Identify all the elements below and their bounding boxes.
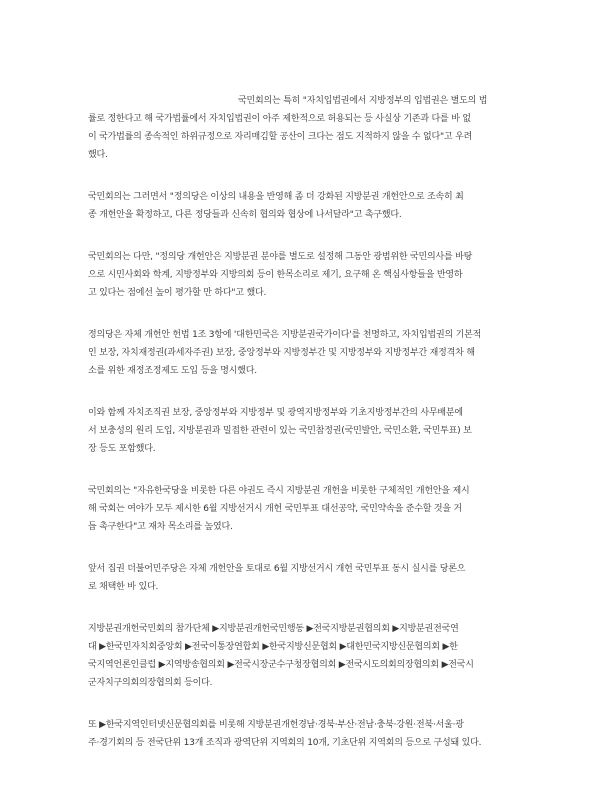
paragraph-line: 서 보충성의 원리 도입, 지방분권과 밀접한 관련이 있는 국민참정권(국민발안, 국민소환, 국민투표) 보: [88, 426, 472, 436]
article-body: [88, 92, 520, 776]
paragraph-line: 대 ▶한국민자치회중앙회 ▶전국이통장연합회 ▶한국지방신문협회 ▶대한민국지방신문협의회 ▶한: [88, 642, 458, 652]
paragraph-3: [88, 248, 520, 302]
paragraph-line: 이 국가법률의 종속적인 하위규정으로 자리매김할 공산이 크다는 점도 지적하지 않을 수 없다"고 우려: [88, 132, 473, 142]
paragraph-4: [88, 326, 520, 380]
paragraph-line: 국민회의는 특히 "자치입법권에서 지방정부의 입법권은 별도의 법: [238, 96, 488, 106]
paragraph-line: 장 등도 포함했다.: [88, 444, 156, 454]
paragraph-6: [88, 482, 520, 536]
paragraph-line: 고 있다는 점에선 높이 평가할 만 하다"고 했다.: [88, 288, 267, 298]
paragraph-8: [88, 620, 520, 692]
paragraph-line: 국지역언론인클럽 ▶지역방송협의회 ▶전국시장군수구청장협의회 ▶전국시도의회의장협의회 ▶전국시: [88, 660, 474, 670]
paragraph-9: [88, 716, 520, 752]
paragraph-line: 률로 정한다고 해 국가법률에서 자치입법권이 아주 제한적으로 허용되는 등 사실상 기존과 다를 바 없: [88, 114, 471, 124]
paragraph-1: [88, 92, 520, 164]
paragraph-line: 주·경기회의 등 전국단위 13개 조직과 광역단위 지역회의 10개, 기초단위 지역회의 등으로 구성돼 있다.: [88, 738, 482, 748]
paragraph-2: [88, 188, 520, 224]
paragraph-line: 듭 촉구한다"고 재차 목소리를 높였다.: [88, 522, 233, 532]
paragraph-line: 인 보장, 자치재정권(과세자주권) 보장, 중앙정부와 지방정부간 및 지방정부와 지방정부간 재정격차 해: [88, 348, 475, 358]
paragraph-line: 국민회의는 "자유한국당을 비롯한 다른 야권도 즉시 지방분권 개헌을 비롯한 구체적인 개헌안을 제시: [88, 486, 470, 496]
paragraph-7: [88, 560, 520, 596]
paragraph-line: 했다.: [88, 150, 108, 160]
paragraph-line: 이와 함께 자치조직권 보장, 중앙정부와 지방정부 및 광역지방정부와 기초지방정부간의 사무배분에: [88, 408, 463, 418]
paragraph-line: 군자치구의회의장협의회 등이다.: [88, 678, 213, 688]
paragraph-line: 종 개헌안을 확정하고, 다른 정당들과 신속히 협의와 협상에 나서달라"고 촉구했다.: [88, 210, 402, 220]
paragraph-line: 해 국회는 여야가 모두 제시한 6월 지방선거시 개헌 국민투표 대선공약, 국민약속을 준수할 것을 거: [88, 504, 463, 514]
paragraph-line: 으로 시민사회와 학계, 지방정부와 지방의회 등이 한목소리로 제기, 요구해 온 핵심사항들을 반영하: [88, 270, 463, 280]
paragraph-line: 정의당은 자체 개헌안 헌법 1조 3항에 '대한민국은 지방분권국가이다'를 천명하고, 자치입법권의 기본적: [88, 330, 482, 340]
paragraph-line: 국민회의는 다만, "정의당 개헌안은 지방분권 분야를 별도로 설정해 그동안 광범위한 국민의사를 바탕: [88, 252, 473, 262]
paragraph-line: 국민회의는 그러면서 "정의당은 이상의 내용을 반영해 좀 더 강화된 지방분권 개헌안으로 조속히 최: [88, 192, 464, 202]
paragraph-line: 지방분권개헌국민회의 참가단체 ▶지방분권개헌국민행동 ▶전국지방분권협의회 ▶지방분권전국연: [88, 624, 459, 634]
paragraph-line: 앞서 집권 더불어민주당은 자체 개헌안을 토대로 6월 지방선거시 개헌 국민투표 동시 실시를 당론으: [88, 564, 466, 574]
paragraph-5: [88, 404, 520, 458]
paragraph-line: 로 채택한 바 있다.: [88, 582, 159, 592]
paragraph-line: 또 ▶한국지역인터넷신문협의회를 비롯해 지방분권개헌경남·경북·부산·전남·충북·강원·전북·서울·광: [88, 720, 464, 730]
paragraph-line: 소를 위한 재정조정제도 도입 등을 명시했다.: [88, 366, 257, 376]
